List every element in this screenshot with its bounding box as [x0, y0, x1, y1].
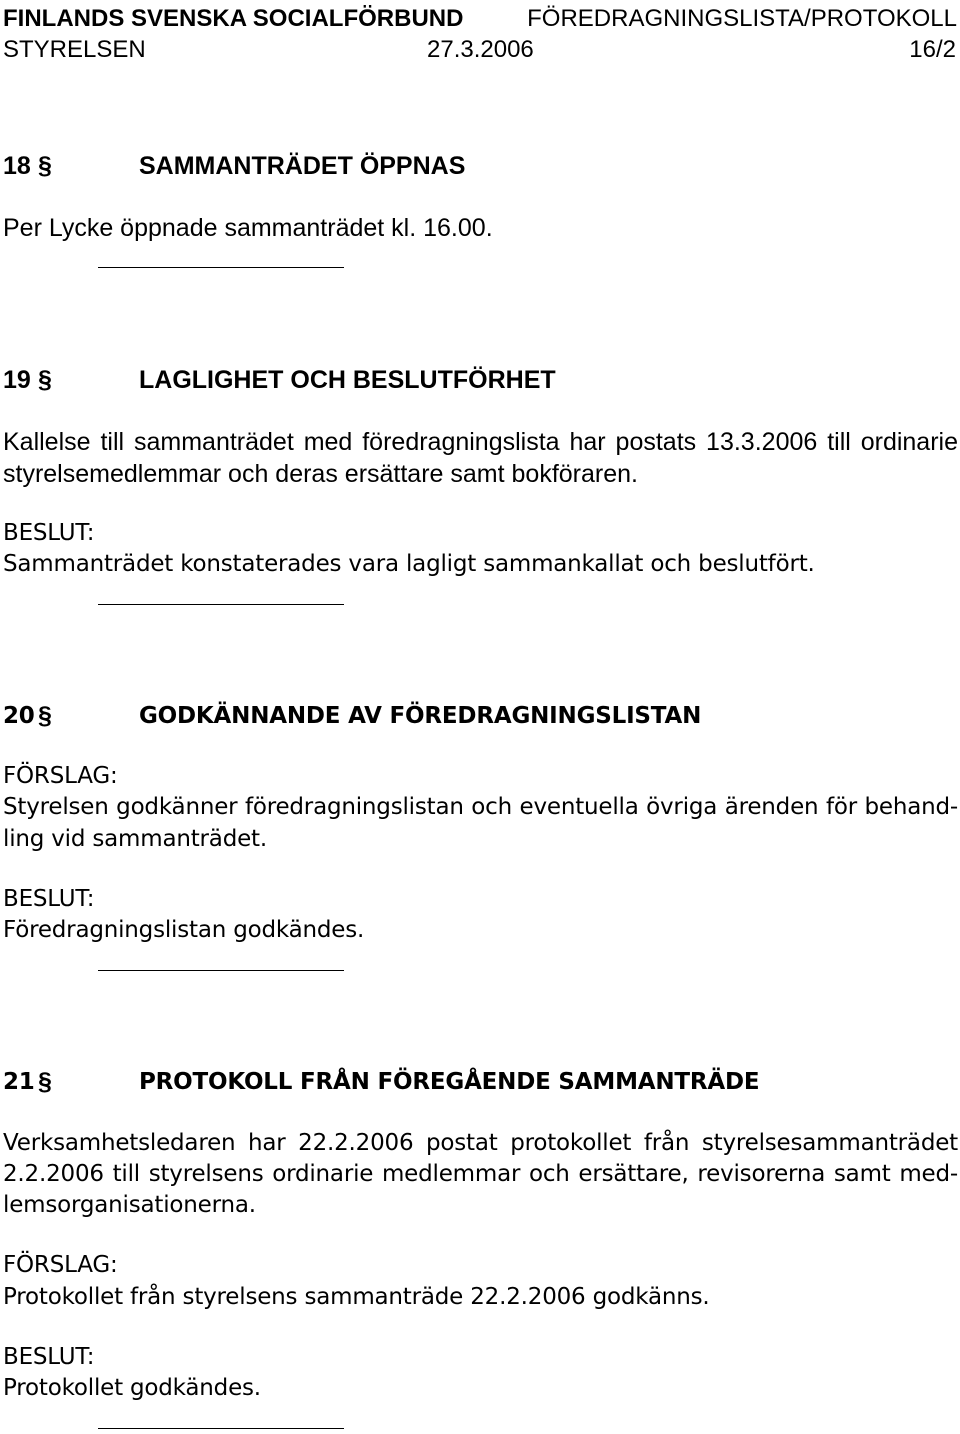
section-number: 19	[3, 366, 31, 394]
header-board: STYRELSEN	[3, 36, 146, 63]
section-title: LAGLIGHET OCH BESLUTFÖRHET	[139, 366, 556, 394]
beslut-text: Protokollet godkändes.	[3, 1375, 261, 1401]
beslut-label: BESLUT:	[3, 1344, 95, 1370]
paragraph-symbol: §	[38, 152, 52, 180]
section-number: 21	[3, 1069, 35, 1095]
forslag-text-line: Protokollet från styrelsens sammanträde 22.2.2006 godkänns.	[3, 1284, 710, 1310]
section-divider	[98, 267, 344, 268]
forslag-label: FÖRSLAG:	[3, 763, 118, 789]
forslag-label: FÖRSLAG:	[3, 1252, 118, 1278]
header-org: FINLANDS SVENSKA SOCIALFÖRBUND	[3, 5, 464, 32]
paragraph-symbol: §	[38, 366, 52, 394]
section-title: SAMMANTRÄDET ÖPPNAS	[139, 152, 466, 180]
header-date: 27.3.2006	[427, 36, 534, 63]
section-divider	[98, 604, 344, 605]
section-title: PROTOKOLL FRÅN FÖREGÅENDE SAMMANTRÄDE	[139, 1069, 760, 1095]
paragraph-symbol: §	[38, 1068, 52, 1096]
beslut-label: BESLUT:	[3, 886, 95, 912]
beslut-label: BESLUT:	[3, 520, 95, 546]
section-text-line: Kallelse till sammanträdet med föredragningslista har postats 13.3.2006 till ordinarie	[3, 428, 958, 456]
section-text-line: styrelsemedlemmar och deras ersättare samt bokföraren.	[3, 460, 638, 488]
section-text-line: Verksamhetsledaren har 22.2.2006 postat protokollet från styrelsesammanträdet	[3, 1130, 958, 1156]
beslut-text: Föredragningslistan godkändes.	[3, 917, 365, 943]
section-number: 20	[3, 703, 35, 729]
section-number: 18	[3, 152, 31, 180]
section-text-line: Per Lycke öppnade sammanträdet kl. 16.00.	[3, 214, 493, 242]
section-text-line: 2.2.2006 till styrelsens ordinarie medlemmar och ersättare, revisorerna samt med-	[3, 1161, 958, 1187]
header-page-number: 16/2	[909, 36, 956, 63]
beslut-text: Sammanträdet konstaterades vara lagligt sammankallat och beslutfört.	[3, 551, 815, 577]
section-title: GODKÄNNANDE AV FÖREDRAGNINGSLISTAN	[139, 703, 702, 729]
section-divider	[98, 970, 344, 971]
forslag-text-line: Styrelsen godkänner föredragningslistan och eventuella övriga ärenden för behand-	[3, 794, 958, 820]
section-text-line: lemsorganisationerna.	[3, 1192, 256, 1218]
section-divider	[98, 1428, 344, 1429]
paragraph-symbol: §	[38, 702, 52, 730]
header-doc-type: FÖREDRAGNINGSLISTA/PROTOKOLL	[527, 5, 957, 32]
forslag-text-line: ling vid sammanträdet.	[3, 826, 267, 852]
